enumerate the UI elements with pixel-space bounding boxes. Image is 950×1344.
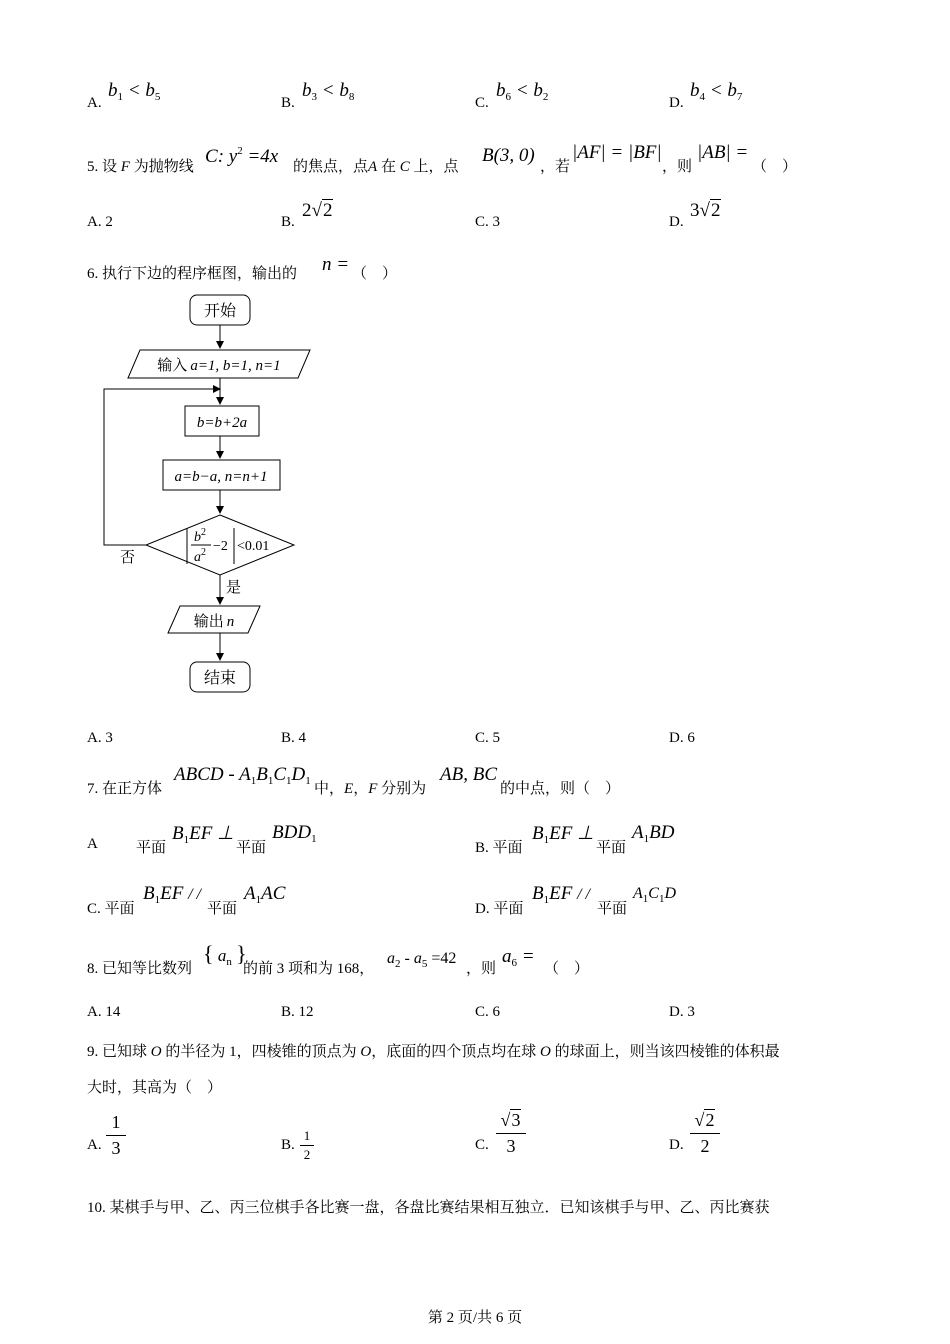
q9-option-d-label: D. xyxy=(669,1137,684,1153)
q7-option-b-left: $B_1EF$ ⊥ xyxy=(532,823,594,846)
q5-option-c: C. 3 xyxy=(475,214,501,230)
q4-option-c-label: C. xyxy=(475,95,489,111)
q8-stem-2: 的前 3 项和为 168， xyxy=(243,961,375,977)
flow-start-text: 开始 xyxy=(203,303,237,320)
q7-option-a-left: $B_1EF$ ⊥ xyxy=(172,823,234,846)
flow-yes-label: 是 xyxy=(226,580,242,596)
q7-option-c-left: $B_1EF$ / / xyxy=(143,883,201,906)
q5-stem-3: ，若 xyxy=(540,159,571,175)
q4-option-c-math: $b_6 < b_2$ xyxy=(496,80,549,103)
q5-paren: （ ） xyxy=(752,159,798,175)
flow-cond-den: $a^2$ xyxy=(194,547,206,565)
q5-stem-2: 的焦点，点A 在 C 上，点 xyxy=(293,159,459,175)
q7-option-b-label: B. 平面 xyxy=(475,840,523,856)
q9-option-c-label: C. xyxy=(475,1137,489,1153)
q8-option-c: C. 6 xyxy=(475,1004,501,1020)
q5-stem-1: 5. 设 F 为抛物线 xyxy=(87,159,194,175)
q9-option-d-fraction: √2 2 xyxy=(690,1110,720,1157)
q9-option-b-fraction: 1 2 xyxy=(300,1128,314,1163)
q7-solid: ABCD - $A_1B_1C_1D_1$ xyxy=(174,764,311,787)
q6-n: n = xyxy=(322,254,350,275)
q8-paren: （ ） xyxy=(544,961,590,977)
q7-option-d-plane2: 平面 xyxy=(597,901,628,917)
q4-option-b-math: $b_3 < b_8$ xyxy=(302,80,355,103)
q7-option-a-right: $BDD_1$ xyxy=(272,822,317,845)
flow-end-text: 结束 xyxy=(203,670,237,687)
q9-option-c-fraction: √3 3 xyxy=(496,1110,526,1157)
q7-option-d-right: $A_1C_1D$ xyxy=(633,885,677,905)
q7-option-a-label: A xyxy=(87,836,98,852)
q7-option-d-left: $B_1EF$ / / xyxy=(532,883,590,906)
q4-option-a-label: A. xyxy=(87,95,102,111)
flow-cond-num: $b^2$ xyxy=(194,527,206,545)
q6-flowchart xyxy=(95,290,335,700)
q8-relation: $a_2 - a_5 =42$ xyxy=(387,950,457,970)
q7-midpoints: AB, BC xyxy=(440,764,497,785)
q6-option-a: A. 3 xyxy=(87,730,113,746)
q9-stem-line-1: 9. 已知球 O 的半径为 1，四棱锥的顶点为 O，底面的四个顶点均在球 O 的球面上，则当该四棱锥的体积最 xyxy=(87,1044,780,1060)
q5-option-b-label: B. xyxy=(281,214,295,230)
q7-stem-2: 中，E，F 分别为 xyxy=(314,781,427,797)
q7-option-a-plane2: 平面 xyxy=(236,840,267,856)
q7-option-c-label: C. 平面 xyxy=(87,901,135,917)
flow-no-label: 否 xyxy=(120,550,136,566)
flow-step2-text: a=b−a, n=n+1 xyxy=(174,469,268,485)
q7-stem-3: 的中点，则（ ） xyxy=(500,781,621,797)
flow-step1-text: b=b+2a xyxy=(196,415,248,431)
q4-option-d-math: $b_4 < b_7$ xyxy=(690,80,743,103)
q8-option-d: D. 3 xyxy=(669,1004,695,1020)
q4-option-d-label: D. xyxy=(669,95,684,111)
q5-option-b-value: 2√2 xyxy=(302,200,333,221)
q7-option-d-label: D. 平面 xyxy=(475,901,524,917)
flow-cond-minus: −2 xyxy=(213,539,228,554)
q5-point-b: B(3, 0) xyxy=(482,145,535,166)
q5-condition: |AF| = |BF| xyxy=(572,142,662,163)
q8-option-b: B. 12 xyxy=(281,1004,314,1020)
q5-option-d-value: 3√2 xyxy=(690,200,721,221)
q7-stem-1: 7. 在正方体 xyxy=(87,781,163,797)
q7-option-b-right: $A_1BD$ xyxy=(632,822,675,845)
q6-option-d: D. 6 xyxy=(669,730,695,746)
q8-sequence: { $a_n$ } xyxy=(203,941,247,968)
q8-a6: $a_6$ = xyxy=(502,946,535,969)
flow-cond-rhs: <0.01 xyxy=(237,539,270,554)
q7-option-b-plane2: 平面 xyxy=(596,840,627,856)
q6-paren: （ ） xyxy=(352,266,398,282)
q5-parabola: C: $y^2 =4x$ xyxy=(205,145,279,167)
q8-stem-1: 8. 已知等比数列 xyxy=(87,961,193,977)
q10-stem: 10. 某棋手与甲、乙、丙三位棋手各比赛一盘，各盘比赛结果相互独立．已知该棋手与甲、乙、丙比赛获 xyxy=(87,1200,770,1216)
q9-option-b-label: B. xyxy=(281,1137,295,1153)
q7-option-a-plane1: 平面 xyxy=(136,840,167,856)
q5-option-d-label: D. xyxy=(669,214,684,230)
q9-stem-line-2: 大时，其高为（ ） xyxy=(87,1080,223,1096)
q7-option-c-right: $A_1AC$ xyxy=(244,883,286,906)
q9-option-a-fraction: 1 3 xyxy=(106,1112,126,1159)
q6-option-c: C. 5 xyxy=(475,730,501,746)
flow-input-text: 输入 a=1, b=1, n=1 xyxy=(157,358,281,374)
q5-option-a: A. 2 xyxy=(87,214,113,230)
flow-output-text: 输出 n xyxy=(193,614,235,630)
q6-stem: 6. 执行下边的程序框图，输出的 xyxy=(87,266,298,282)
q5-ab: |AB| = xyxy=(697,142,749,163)
q9-option-a-label: A. xyxy=(87,1137,102,1153)
q4-option-b-label: B. xyxy=(281,95,295,111)
q8-stem-3: ，则 xyxy=(466,961,497,977)
q4-option-a-math: $b_1 < b_5$ xyxy=(108,80,161,103)
page-footer: 第 2 页/共 6 页 xyxy=(427,1310,523,1326)
q7-option-c-plane2: 平面 xyxy=(207,901,238,917)
q6-option-b: B. 4 xyxy=(281,730,307,746)
q8-option-a: A. 14 xyxy=(87,1004,121,1020)
q5-stem-4: ，则 xyxy=(662,159,693,175)
